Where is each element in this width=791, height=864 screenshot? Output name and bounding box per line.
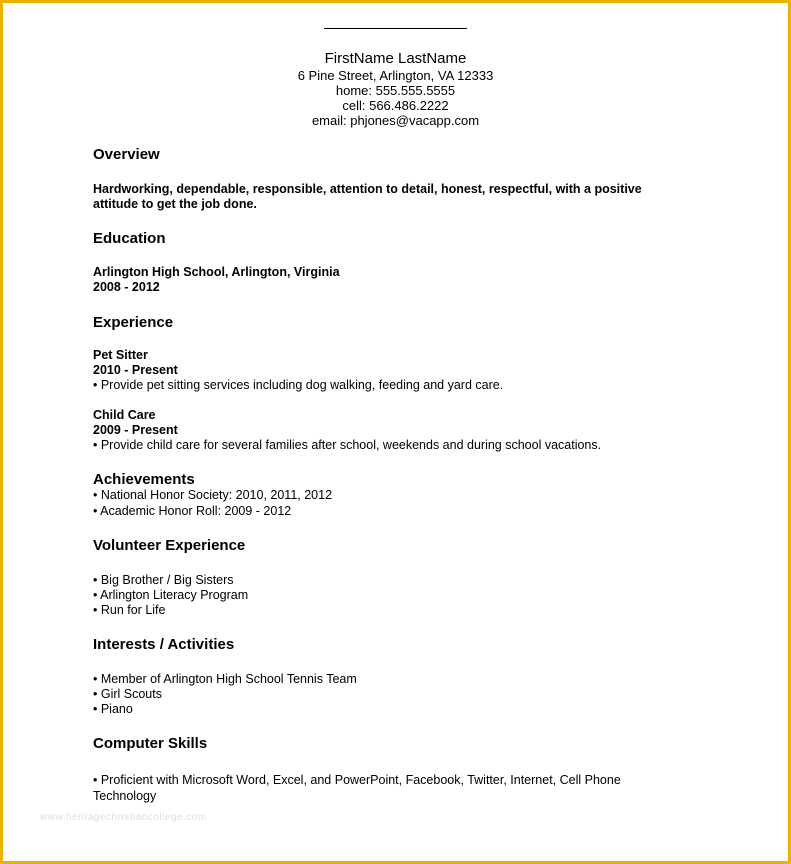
education-school: Arlington High School, Arlington, Virginia	[93, 265, 340, 279]
job-title: Pet Sitter	[93, 348, 148, 362]
job-description: • Provide child care for several families after school, weekends and during school vacations.	[93, 438, 602, 452]
address-line: 6 Pine Street, Arlington, VA 12333	[297, 68, 494, 83]
skills-line-2: Technology	[93, 789, 157, 803]
overview-heading: Overview	[93, 146, 160, 163]
list-item: • Arlington Literacy Program	[93, 588, 249, 602]
email-address: email: phjones@vacapp.com	[311, 113, 480, 128]
list-item: • Academic Honor Roll: 2009 - 2012	[93, 504, 292, 518]
job-dates: 2009 - Present	[93, 423, 178, 437]
list-item: • Girl Scouts	[93, 687, 162, 701]
list-item: • Big Brother / Big Sisters	[93, 573, 234, 587]
home-phone: home: 555.555.5555	[335, 83, 456, 98]
skills-line-1: • Proficient with Microsoft Word, Excel, and PowerPoint, Facebook, Twitter, Internet, Cell Phone	[93, 773, 621, 787]
list-item: • Member of Arlington High School Tennis Team	[93, 672, 357, 686]
list-item: • National Honor Society: 2010, 2011, 2012	[93, 488, 333, 502]
applicant-name: FirstName LastName	[324, 50, 467, 67]
header-rule	[324, 28, 467, 29]
overview-line-2: attitude to get the job done.	[93, 197, 257, 211]
watermark: www.heritagechristiancollege.com	[40, 812, 207, 823]
experience-heading: Experience	[93, 314, 174, 331]
achievements-heading: Achievements	[93, 471, 195, 488]
education-years: 2008 - 2012	[93, 280, 160, 294]
cell-phone: cell: 566.486.2222	[342, 98, 449, 113]
overview-line-1: Hardworking, dependable, responsible, attention to detail, honest, respectful, with a positive	[93, 182, 642, 196]
list-item: • Piano	[93, 702, 133, 716]
volunteer-heading: Volunteer Experience	[93, 537, 246, 554]
job-dates: 2010 - Present	[93, 363, 178, 377]
education-heading: Education	[93, 230, 166, 247]
job-description: • Provide pet sitting services including dog walking, feeding and yard care.	[93, 378, 504, 392]
interests-heading: Interests / Activities	[93, 636, 235, 653]
job-title: Child Care	[93, 408, 156, 422]
list-item: • Run for Life	[93, 603, 166, 617]
skills-heading: Computer Skills	[93, 735, 208, 752]
